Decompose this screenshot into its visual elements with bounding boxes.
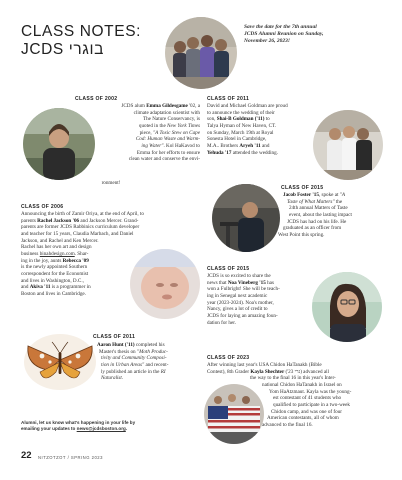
- text-run: and: [21, 284, 30, 291]
- text-run: M.A.. Brothers: [207, 142, 240, 149]
- goldman-wedding-photo: [313, 110, 383, 180]
- class-2011-wedding-text: [207, 103, 288, 156]
- binah-design-link[interactable]: binahdesign.com: [39, 250, 75, 257]
- alum-name: Kayla Shechter: [250, 368, 285, 375]
- class-2015-line: [207, 280, 280, 287]
- class-2006-line: [21, 238, 144, 245]
- text-run: climate adaptation scientist with: [133, 109, 200, 116]
- text-run: won a Fulbright! She will be teach-: [207, 286, 280, 293]
- alum-name: Shai-B Goldman ('11): [216, 116, 265, 123]
- class-2006-line: [21, 231, 144, 238]
- baby-zamir-photo-graphic: [130, 249, 200, 319]
- text-run: The Nature Conservancy, is: [142, 116, 200, 123]
- class-2011-line: [207, 123, 288, 130]
- class-2015-line: [207, 320, 280, 327]
- article-title: Cod: Human Waste and Warm-: [135, 136, 200, 143]
- class-2006-line: [21, 244, 144, 251]
- text-run: parents are former JCDS Rabbinics curriculum developer: [21, 224, 140, 231]
- text-run: Boston and lives in Cambridge.: [21, 290, 86, 297]
- text-run: Jackson, and Rachel and Ken Mercer.: [21, 237, 99, 244]
- text-run: . Shar-: [74, 250, 89, 257]
- text-run: After winning last year's USA Chidon HaTanakh (Bible: [207, 362, 322, 368]
- class-2023-heading: CLASS OF 2023: [207, 355, 250, 361]
- class-2015-jacob-text: [278, 192, 352, 239]
- text-run: is the newly appointed Southern: [21, 264, 88, 271]
- text-run: correspondent for the Economist: [21, 270, 89, 277]
- class-2011-line: [207, 136, 288, 143]
- class-2002-text: [96, 103, 200, 163]
- kayla-shechter-photo-graphic: [204, 384, 264, 444]
- class-2015-line: [207, 313, 280, 320]
- class-2023-line: [262, 382, 351, 389]
- class-2015-line: [207, 286, 280, 293]
- text-run: Yom HaAtzmaut. Kayla was the young-: [269, 388, 352, 395]
- text-run: Nancy, gives a lot of credit to: [207, 306, 268, 313]
- footer-note-line1: Alumni, let us know what's happening in your life by: [21, 420, 136, 425]
- journal-name: RI: [160, 368, 166, 375]
- class-2011-moth-text: [97, 342, 168, 382]
- moth-icon: [22, 332, 98, 392]
- text-run: business: [21, 250, 40, 257]
- class-2015-line: [289, 205, 352, 212]
- class-2002-heading: CLASS OF 2002: [75, 96, 118, 102]
- page-title-line2: JCDS בוגרי: [21, 41, 104, 58]
- text-run: has: [265, 279, 274, 286]
- class-2023-line: [207, 362, 351, 369]
- class-2015-line: [207, 273, 280, 280]
- class-2006-line: [21, 291, 144, 298]
- text-run: to: [264, 116, 270, 123]
- class-2002-line: [96, 130, 200, 137]
- reunion-group-photo: [165, 17, 237, 89]
- class-2011-line: [207, 130, 288, 137]
- text-run: ronment!: [101, 180, 121, 186]
- class-2011-line: [101, 355, 168, 362]
- news-email-link[interactable]: news@jcdsboston.org: [76, 426, 126, 432]
- text-run: . Kol HaKavod to: [163, 142, 200, 149]
- class-2023-line: [267, 415, 351, 422]
- class-2015-line: [278, 232, 352, 239]
- class-2011-line: [207, 150, 288, 157]
- class-2002-tail: [81, 180, 141, 187]
- class-2015-line: [283, 192, 352, 199]
- text-run: emailing your updates to: [21, 426, 77, 432]
- save-date-line2: JCDS Alumni Reunion on Sunday,: [244, 31, 324, 38]
- page-title: [21, 23, 141, 59]
- class-2023-line: [273, 395, 351, 402]
- text-run: Talya Hyman of New Haven, CT.: [207, 122, 277, 129]
- footer-submit-note: [21, 420, 135, 433]
- text-run: year (2023-2024). Noa's mother,: [207, 299, 274, 306]
- text-run: , spoke at: [318, 192, 340, 198]
- text-run: qualified to participate in a two-week: [273, 401, 350, 408]
- text-run: is a programmer in: [50, 284, 91, 291]
- class-2006-text: [21, 211, 144, 298]
- thesis-title: tivity and Community Composi-: [101, 355, 167, 362]
- class-2006-line: [21, 264, 144, 271]
- class-2011-wedding-heading: CLASS OF 2011: [207, 96, 250, 102]
- text-run: son,: [207, 116, 217, 123]
- text-run: Master's thesis on: [99, 348, 137, 355]
- text-run: and lives in Washington, D.C.,: [21, 277, 84, 284]
- noa-vineberg-photo-graphic: [312, 272, 382, 342]
- class-2002-line: [81, 180, 141, 187]
- article-title: "A Toxic Stew on Cape: [153, 129, 200, 136]
- publication-name: NITZOTZOT / SPRING 2023: [38, 455, 103, 460]
- class-2015-line: [283, 225, 352, 232]
- class-2023-line: [262, 422, 351, 429]
- class-2006-line: [21, 271, 144, 278]
- thesis-title: tion in Urban Areas": [101, 361, 145, 368]
- text-run: Sonesta Hotel in Cambridge,: [207, 136, 267, 143]
- journal-name: Naturalist.: [101, 375, 124, 382]
- jacob-foster-photo: [212, 184, 280, 252]
- text-run: the way to the final 16 in this year's Inter-: [250, 375, 336, 382]
- class-2023-line: [273, 402, 351, 409]
- jacob-foster-photo-graphic: [212, 184, 280, 252]
- class-2023-line: [250, 375, 351, 382]
- alum-name: Aaron Hunt ('11): [97, 342, 135, 348]
- text-run: 24th annual Matters of Taste: [289, 205, 348, 212]
- class-2006-heading: CLASS OF 2006: [21, 204, 64, 210]
- class-2002-line: [96, 143, 200, 150]
- save-date-line3: November 26, 2023!: [244, 38, 290, 45]
- thesis-title: "Moth Produc-: [136, 348, 168, 355]
- alum-name: Rachel Jackson '06: [37, 217, 80, 224]
- text-run: est contestant of 41 students who: [273, 395, 342, 402]
- text-run: JCDS has had on his life. He: [287, 218, 347, 225]
- text-run: event, about the lasting impact: [289, 211, 352, 218]
- text-run: ing in Senegal next academic: [207, 292, 268, 299]
- reunion-group-photo-graphic: [165, 17, 237, 89]
- alum-name: Aryeh '11: [239, 142, 261, 149]
- class-2011-line: [101, 375, 168, 382]
- save-date-line1: Save the date for the 7th annual: [244, 24, 317, 30]
- text-run: piece,: [139, 129, 153, 136]
- class-2002-line: [96, 110, 200, 117]
- class-2006-line: [21, 211, 144, 218]
- text-run: attended the wedding.: [231, 149, 278, 156]
- baby-zamir-photo: [130, 249, 200, 319]
- moth-illustration: [22, 332, 98, 392]
- text-run: Rachel has her own art and design: [21, 244, 92, 251]
- class-2006-line: [21, 224, 144, 231]
- text-run: completed his: [134, 342, 165, 348]
- text-run: and: [260, 142, 270, 149]
- text-run: and recent-: [144, 361, 169, 368]
- text-run: Announcing the birth of Zamir Oriya, at the end of April, to: [21, 211, 144, 217]
- goldman-wedding-photo-graphic: [313, 110, 383, 180]
- footer-note-line2: [21, 426, 135, 432]
- text-run: the: [334, 198, 343, 205]
- text-run: graduated as an officer from: [283, 225, 342, 232]
- text-run: parents: [21, 217, 38, 224]
- text-run: to announce the wedding of their: [207, 109, 275, 116]
- text-run: JCDS for laying an amazing foun-: [207, 312, 278, 319]
- text-run: JCDS alum: [121, 103, 147, 109]
- text-run: West Point this spring.: [278, 231, 325, 238]
- text-run: David and Michael Goldman are proud: [207, 103, 288, 109]
- event-title: Taste of What Matters": [287, 198, 335, 205]
- class-2006-line: [21, 284, 144, 291]
- text-run: quoted in the: [138, 122, 168, 129]
- noa-vineberg-photo: [312, 272, 382, 342]
- text-run: clean water and conserve the envi-: [128, 156, 200, 163]
- class-2002-line: [96, 103, 200, 110]
- event-title: "A: [339, 192, 346, 198]
- class-2015-line: [207, 293, 280, 300]
- text-run: American contestants, all of whom: [267, 415, 339, 422]
- class-2011-line: [101, 369, 168, 376]
- text-run: JCDS is so excited to share the: [207, 273, 271, 279]
- text-run: .: [125, 426, 128, 432]
- text-run: ing in the joy, aunts: [21, 257, 63, 264]
- text-run: Chidon camp, and was one of four: [271, 408, 342, 415]
- class-2011-line: [97, 342, 168, 349]
- emma-gildesgame-photo-graphic: [23, 108, 95, 180]
- class-2002-line: [96, 156, 200, 163]
- text-run: and teacher for 15 years, Claudia Marbach, and Daniel: [21, 230, 134, 237]
- emma-gildesgame-photo: [23, 108, 95, 180]
- text-run: and Jackson Mercer. Grand-: [79, 217, 139, 224]
- class-2011-line: [101, 362, 168, 369]
- class-2006-line: [21, 278, 144, 285]
- class-2011-line: [207, 103, 288, 110]
- class-2002-line: [96, 123, 200, 130]
- class-2015-line: [289, 212, 352, 219]
- alum-name: Rebecca '09: [62, 257, 89, 264]
- text-run: ly published an article in the: [101, 368, 161, 375]
- class-2011-line: [207, 143, 288, 150]
- alum-name: Emma Gildesgame: [146, 103, 188, 109]
- text-run: national Chidon HaTanakh in Israel on: [262, 381, 342, 388]
- alum-name: Jacob Foster '15: [283, 192, 319, 198]
- class-2011-line: [207, 116, 288, 123]
- text-run: dation for her.: [207, 319, 236, 326]
- alum-name: Yehuda '17: [207, 149, 232, 156]
- class-2011-line: [99, 349, 168, 356]
- class-2015-jacob-heading: CLASS OF 2015: [281, 185, 324, 191]
- alum-name: Noa Vineberg '15: [227, 279, 266, 286]
- publication-name: New York Times: [167, 122, 200, 129]
- text-run: on Sunday, March 19th at Royal: [207, 129, 274, 136]
- class-2006-line: [21, 251, 144, 258]
- text-run: advanced to the final 16.: [262, 421, 313, 428]
- class-2002-line: [96, 150, 200, 157]
- class-2015-noa-text: [207, 273, 280, 326]
- kayla-shechter-photo: [204, 384, 264, 444]
- class-2015-line: [207, 306, 280, 313]
- save-the-date-notice: [244, 24, 324, 46]
- class-2006-line: [21, 258, 144, 265]
- page-number: 22: [21, 450, 32, 461]
- text-run: '02, a: [187, 103, 200, 109]
- article-title: ing Water": [141, 142, 164, 149]
- alum-name: Akiva '11: [29, 284, 51, 291]
- text-run: ('23 גרי) advanced all: [284, 368, 330, 375]
- class-2002-line: [96, 116, 200, 123]
- page-title-line1: CLASS NOTES:: [21, 23, 142, 40]
- text-run: news that: [207, 279, 228, 286]
- class-2011-moth-heading: CLASS OF 2011: [93, 334, 136, 340]
- text-run: Contest), 8th Grader: [207, 368, 251, 375]
- class-2015-noa-heading: CLASS OF 2015: [207, 266, 250, 272]
- class-2002-line: [96, 136, 200, 143]
- text-run: Emma for her efforts to ensure: [136, 149, 200, 156]
